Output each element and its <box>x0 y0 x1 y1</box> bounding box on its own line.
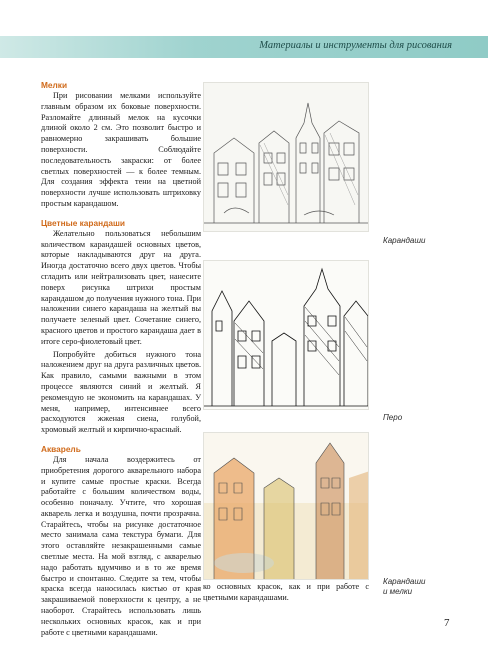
chapter-title: Материалы и инструменты для рисования <box>259 40 452 51</box>
heading-colored-pencils: Цветные карандаши <box>41 217 125 228</box>
caption-pencil-chalk-line1: Карандаши <box>383 577 426 586</box>
heading-chalk: Мелки <box>41 80 68 90</box>
pencil-chalk-image <box>203 432 369 580</box>
paragraph-chalk: При рисовании мелками используйте главным образом их боковые поверхности. Разломайте длинный мелок на кусочки длиной около 2 см. Это позволит быстро и равномерно закрашивать большие поверхности. Соблюдайте последовательность закраски: от более светлых поверхностей — к более темным. Для создания эффекта тени на цветной поверхности лучше использовать штриховку простым карандашом. <box>41 91 201 208</box>
page-number: 7 <box>444 617 450 629</box>
paragraph-watercolor: Для начала воздержитесь от приобретения дорогого акварельного набора и купите самые простые краски. Всегда работайте с большим количеством воды, особенно поначалу. Учтите, что хорошая акварель легка и воздушна, почти прозрачна. Старайтесь, чтобы на рисунке достаточное место занимала сама текстура бумаги. Для этого оставляйте незакрашенными самые светлые места. На мой взгляд, с акварелью надо работать вдумчиво и в то же время быстро и спонтанно. Следите за тем, чтобы краска всегда наносилась кистью от края закрашиваемой поверхности к центру, а не наоборот. Старайтесь использовать лишь нескольких основных красок, как и при работе с цветными карандашами. <box>41 454 201 637</box>
caption-pencil: Карандаши <box>383 236 426 245</box>
pen-sketch-image <box>203 260 369 410</box>
text-column <box>41 80 201 640</box>
caption-pencil-chalk <box>383 577 425 597</box>
caption-pencil-chalk-line2: и мелки <box>383 587 413 596</box>
paragraph-colored-pencils-2: Попробуйте добиться нужного тона наложением друг на друга различных цветов. Как правило, самыми важными в этом процессе являются синий и желтый. Я рекомендую не экономить на карандашах. У меня, например, интенсивнее всего расходуются жженая сиена, голубой, хромовый желтый и кирпично-красный. <box>41 349 201 435</box>
pencil-sketch-image <box>203 82 369 232</box>
continued-paragraph: ко основных красок, как и при работе с цветными карандашами. <box>203 582 369 602</box>
paragraph-colored-pencils-1: Желательно пользоваться небольшим количеством карандашей основных цветов, которые накладываются друг на друга. Иногда достаточно всего двух цветов. Чтобы сгладить или нейтрализовать цвет, нанесите поверх рисунка штрихи простым карандашом до получения нужного тона. При наложении синего карандаша на желтый вы получаете зеленый цвет. Сочетание синего, красного цветов и простого карандаша дает в итоге серо-фиолетовый цвет. <box>41 228 201 346</box>
caption-pen: Перо <box>383 413 403 422</box>
heading-watercolor: Акварель <box>41 443 81 454</box>
